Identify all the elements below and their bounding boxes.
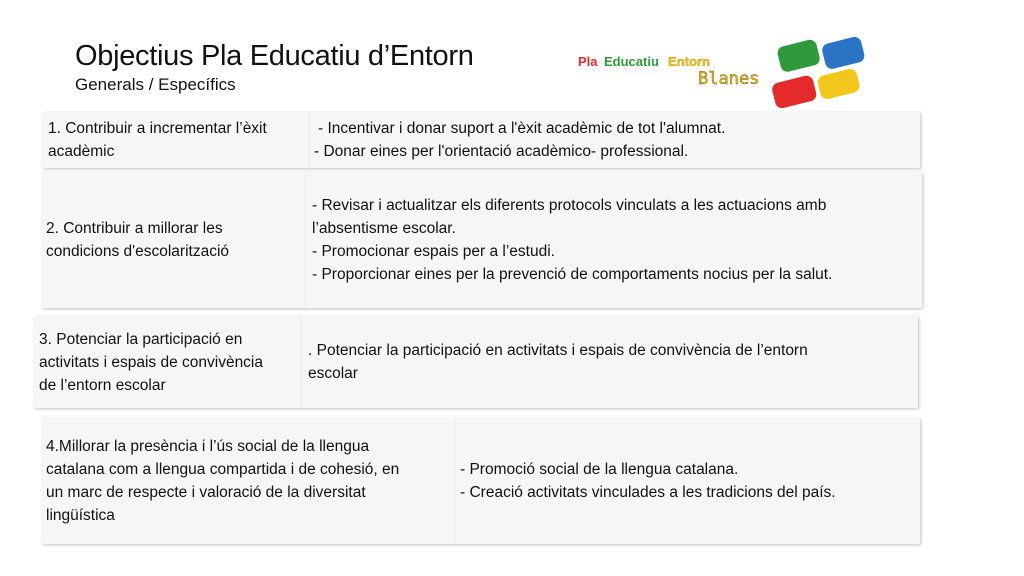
- objective-1-general: [42, 112, 310, 168]
- objective-1-general-line-1: 1. Contribuir a incrementar l’èxit: [48, 120, 267, 137]
- objective-3-general-line-1: 3. Potenciar la participació en: [39, 330, 243, 348]
- objective-4-general-line-3: un marc de respecte i valoració de la diversitat: [46, 484, 366, 501]
- objective-2-general-line-1: 2. Contribuir a millorar les: [46, 220, 223, 237]
- objective-2-specific: [306, 172, 922, 308]
- objective-2-specific-line-3: - Promocionar espais per a l’estudi.: [312, 243, 555, 260]
- logo-text-pla: Pla: [578, 54, 598, 69]
- objective-4-general-line-1: 4.Millorar la presència i l’ús social de la llengua: [46, 438, 370, 455]
- objective-3-specific: [302, 316, 918, 408]
- logo-yellow-square: [816, 67, 861, 100]
- objective-1-general-line-2: acadèmic: [48, 143, 115, 160]
- objective-2-specific-line-2: l’absentisme escolar.: [312, 220, 456, 237]
- page-subtitle: Generals / Específics: [75, 75, 236, 94]
- logo-blue-square: [821, 35, 866, 70]
- logo-green-square: [776, 38, 821, 73]
- objective-1-specific-line-1: - Incentivar i donar suport a l'èxit acadèmic de tot l'alumnat.: [318, 120, 726, 137]
- objective-3-general-line-3: de l’entorn escolar: [39, 376, 166, 394]
- logo-text-entorn: Entorn: [668, 54, 710, 69]
- objective-4-general-line-4: lingüística: [46, 507, 115, 524]
- objective-4-general: [42, 418, 456, 544]
- pla-educatiu-entorn-logo: [572, 30, 912, 110]
- logo-red-square: [771, 74, 818, 109]
- objective-2-general-line-2: condicions d'escolarització: [46, 243, 230, 260]
- objective-4-general-line-2: catalana com a llengua compartida i de cohesió, en: [46, 461, 400, 478]
- objective-2-specific-line-4: - Proporcionar eines per la prevenció de comportaments nocius per la salut.: [312, 266, 833, 283]
- objective-2-specific-line-1: - Revisar i actualitzar els diferents protocols vinculats a les actuacions amb: [312, 197, 827, 214]
- objective-1-specific-line-2: - Donar eines per l'orientació acadèmico- professional.: [314, 143, 689, 160]
- objective-4-specific-line-2: - Creació activitats vinculades a les tradicions del país.: [460, 484, 836, 501]
- objective-3-specific-line-1: . Potenciar la participació en activitats i espais de convivència de l’entorn: [308, 342, 808, 359]
- logo-text-blanes: Blanes: [698, 69, 760, 89]
- page-title: Objectius Pla Educatiu d’Entorn: [75, 40, 474, 72]
- objective-4-specific: [456, 418, 920, 544]
- objective-3-general-line-2: activitats i espais de convivència: [39, 353, 264, 371]
- objective-3-specific-line-2: escolar: [308, 365, 358, 382]
- objective-1-specific: [310, 112, 920, 168]
- objective-2-general: [42, 172, 306, 308]
- objective-4-specific-line-1: - Promoció social de la llengua catalana.: [460, 461, 739, 478]
- objective-3-general: [34, 316, 302, 408]
- logo-text-educatiu: Educatiu: [604, 54, 659, 69]
